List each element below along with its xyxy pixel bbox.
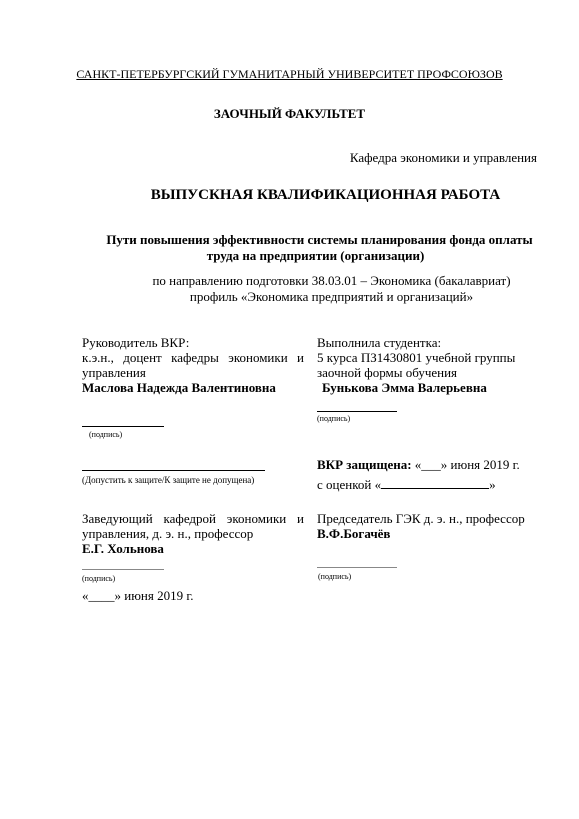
supervisor-signature-line <box>82 426 164 427</box>
admission-label: (Допустить к защите/К защите не допущена) <box>82 475 255 485</box>
grade-prefix: с оценкой « <box>317 477 382 492</box>
student-signature-label: (подпись) <box>317 414 351 423</box>
university-name: САНКТ-ПЕТЕРБУРГСКИЙ ГУМАНИТАРНЫЙ УНИВЕРСИТЕТ ПРОФСОЮЗОВ <box>76 67 503 81</box>
work-type-title: ВЫПУСКНАЯ КВАЛИФИКАЦИОННАЯ РАБОТА <box>150 187 501 203</box>
department-name: Кафедра экономики и управления <box>349 150 537 165</box>
supervisor-position-line2: управления <box>82 365 146 380</box>
head-signature-line <box>82 569 164 570</box>
gek-chair-name: В.Ф.Богачёв <box>317 526 391 541</box>
faculty-name: ЗАОЧНЫЙ ФАКУЛЬТЕТ <box>213 106 366 121</box>
supervisor-position-line1: к.э.н., доцент кафедры экономики и <box>82 350 304 365</box>
head-position-line2: управления, д. э. н., профессор <box>82 526 254 541</box>
gek-chair-position: Председатель ГЭК д. э. н., профессор <box>317 511 525 526</box>
defense-date-text: «___» июня 2019 г. <box>414 457 520 472</box>
defense-grade <box>317 477 496 493</box>
head-of-department-block <box>82 511 304 556</box>
supervisor-signature-label: (подпись) <box>89 430 123 439</box>
supervisor-name: Маслова Надежда Валентиновна <box>82 380 276 395</box>
study-direction: по направлению подготовки 38.03.01 – Экономика (бакалавриат) <box>152 273 511 288</box>
student-block <box>317 335 539 395</box>
grade-suffix: » <box>489 477 496 492</box>
student-form-line: заочной формы обучения <box>317 365 458 380</box>
topic-line-2: труда на предприятии (организации) <box>206 248 425 263</box>
head-name: Е.Г. Хольнова <box>82 541 164 556</box>
supervisor-block <box>82 335 304 395</box>
gek-signature-label: (подпись) <box>318 572 352 581</box>
defense-label: ВКР защищена: <box>317 457 412 472</box>
student-heading: Выполнила студентка: <box>317 335 442 350</box>
supervisor-heading: Руководитель ВКР: <box>82 335 190 350</box>
gek-signature-line <box>317 567 397 568</box>
student-name: Бунькова Эмма Валерьевна <box>322 380 487 395</box>
student-signature-line <box>317 411 397 412</box>
topic-line-1: Пути повышения эффективности системы планирования фонда оплаты <box>106 232 533 247</box>
head-position-line1: Заведующий кафедрой экономики и <box>82 511 304 526</box>
admission-line <box>82 470 265 471</box>
head-date: «____» июня 2019 г. <box>82 588 194 603</box>
grade-blank <box>381 477 489 489</box>
head-signature-label: (подпись) <box>82 574 116 583</box>
student-group-line: 5 курса ПЗ1430801 учебной группы <box>317 350 516 365</box>
defense-date <box>317 457 520 473</box>
gek-chair-block <box>317 511 557 541</box>
study-profile: профиль «Экономика предприятий и организаций» <box>189 289 474 304</box>
